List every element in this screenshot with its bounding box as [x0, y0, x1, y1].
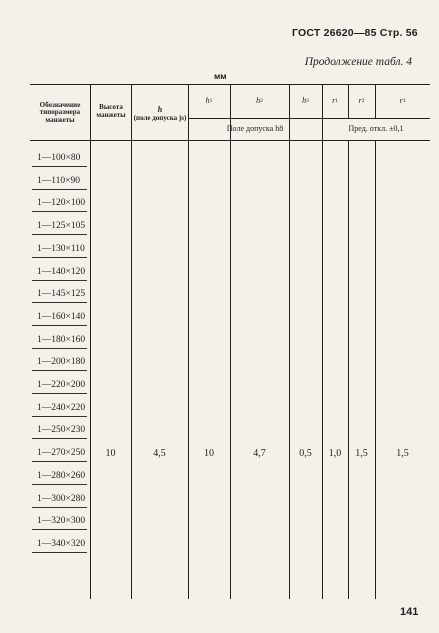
header-height: Высота манжеты [96, 103, 126, 119]
header-bottom-line [30, 140, 430, 141]
h2-subscript: 2 [260, 97, 263, 104]
table-row-designation: 1—240×220 [37, 402, 86, 413]
header-h2 [230, 85, 289, 118]
page-number: 141 [400, 606, 419, 618]
value-r3: 1,5 [396, 448, 409, 459]
table-row-designation: 1—250×230 [37, 425, 86, 436]
header-limit-deviation: Пред. откл. ±0,1 [348, 123, 404, 133]
header-h3 [289, 85, 322, 118]
col-divider [90, 85, 91, 599]
row-rule [32, 393, 87, 394]
row-rule [32, 189, 87, 190]
table-continuation-note: Продолжение табл. 4 [304, 56, 412, 68]
row-rule [32, 348, 87, 349]
value-r2: 1,5 [355, 448, 368, 459]
table-row-designation: 1—130×110 [37, 243, 85, 254]
col-divider [348, 140, 349, 599]
value-h3: 0,5 [299, 448, 312, 459]
header-h [133, 89, 187, 139]
table-row-designation: 1—145×125 [37, 289, 86, 300]
h3-symbol: h [302, 96, 307, 106]
row-rule [32, 280, 87, 281]
table-row-designation: 1—280×260 [37, 470, 86, 481]
row-rule [32, 416, 87, 417]
row-rule [32, 507, 87, 508]
row-rule [32, 552, 87, 553]
row-rule [32, 529, 87, 530]
header-h1 [188, 85, 230, 118]
value-height: 10 [105, 448, 116, 459]
h1-subscript: 1 [209, 97, 213, 104]
table-row-designation: 1—120×100 [37, 198, 86, 209]
table-row-designation: 1—320×300 [37, 516, 86, 527]
header-r2 [348, 85, 375, 118]
value-h1: 10 [204, 448, 214, 459]
table-row-designation: 1—160×140 [37, 311, 86, 322]
table-row-designation: 1—220×200 [37, 380, 86, 390]
r1-symbol: r [332, 96, 336, 106]
row-rule [32, 461, 87, 462]
col-divider [131, 85, 132, 599]
header-designation: Обозначение типоразмера манжеты [39, 100, 81, 124]
h-symbol: h [157, 104, 163, 114]
value-h2: 4,7 [253, 448, 266, 459]
r2-subscript: 2 [361, 97, 365, 104]
r1-subscript: 1 [335, 97, 338, 104]
table-row-designation: 1—180×160 [37, 334, 86, 345]
row-rule [32, 484, 87, 485]
row-rule [32, 438, 87, 439]
table-row-designation: 1—270×250 [37, 448, 86, 459]
row-rule [32, 257, 87, 258]
h1-symbol: h [205, 96, 210, 106]
page-header: ГОСТ 26620—85 Стр. 56 [292, 27, 418, 39]
col-divider [375, 140, 376, 599]
value-r1: 1,0 [328, 448, 342, 459]
col-divider [289, 85, 290, 599]
header-r1 [322, 85, 348, 118]
table-row-designation: 1—200×180 [37, 357, 86, 368]
h-tolerance-note: (поле допуска js) [133, 113, 187, 122]
value-h: 4,5 [153, 448, 166, 459]
table-row-designation: 1—110×90 [37, 175, 81, 186]
r2-symbol: r [358, 96, 362, 106]
table-row-designation: 1—300×280 [37, 493, 86, 504]
row-rule [32, 370, 87, 371]
row-rule [32, 302, 87, 303]
h3-subscript: 3 [306, 97, 309, 104]
table-row-designation: 1—140×120 [37, 266, 86, 277]
col-divider [230, 85, 231, 599]
table-row-designation: 1—340×320 [37, 538, 86, 549]
row-rule [32, 234, 87, 235]
data-table [30, 84, 430, 599]
r3-symbol: r [399, 96, 403, 106]
table-row-designation: 1—100×80 [37, 153, 81, 163]
col-divider [322, 140, 323, 599]
h2-symbol: h [256, 96, 261, 106]
table-row-designation: 1—125×105 [37, 221, 86, 232]
col-divider [188, 85, 189, 599]
r3-subscript: 3 [402, 97, 406, 104]
header-r3 [375, 85, 430, 118]
row-rule [32, 325, 87, 326]
header-tolerance-h8: Поле допуска h8 [226, 123, 284, 133]
row-rule [32, 211, 87, 212]
units-label: мм [214, 71, 227, 81]
row-rule [32, 166, 87, 167]
